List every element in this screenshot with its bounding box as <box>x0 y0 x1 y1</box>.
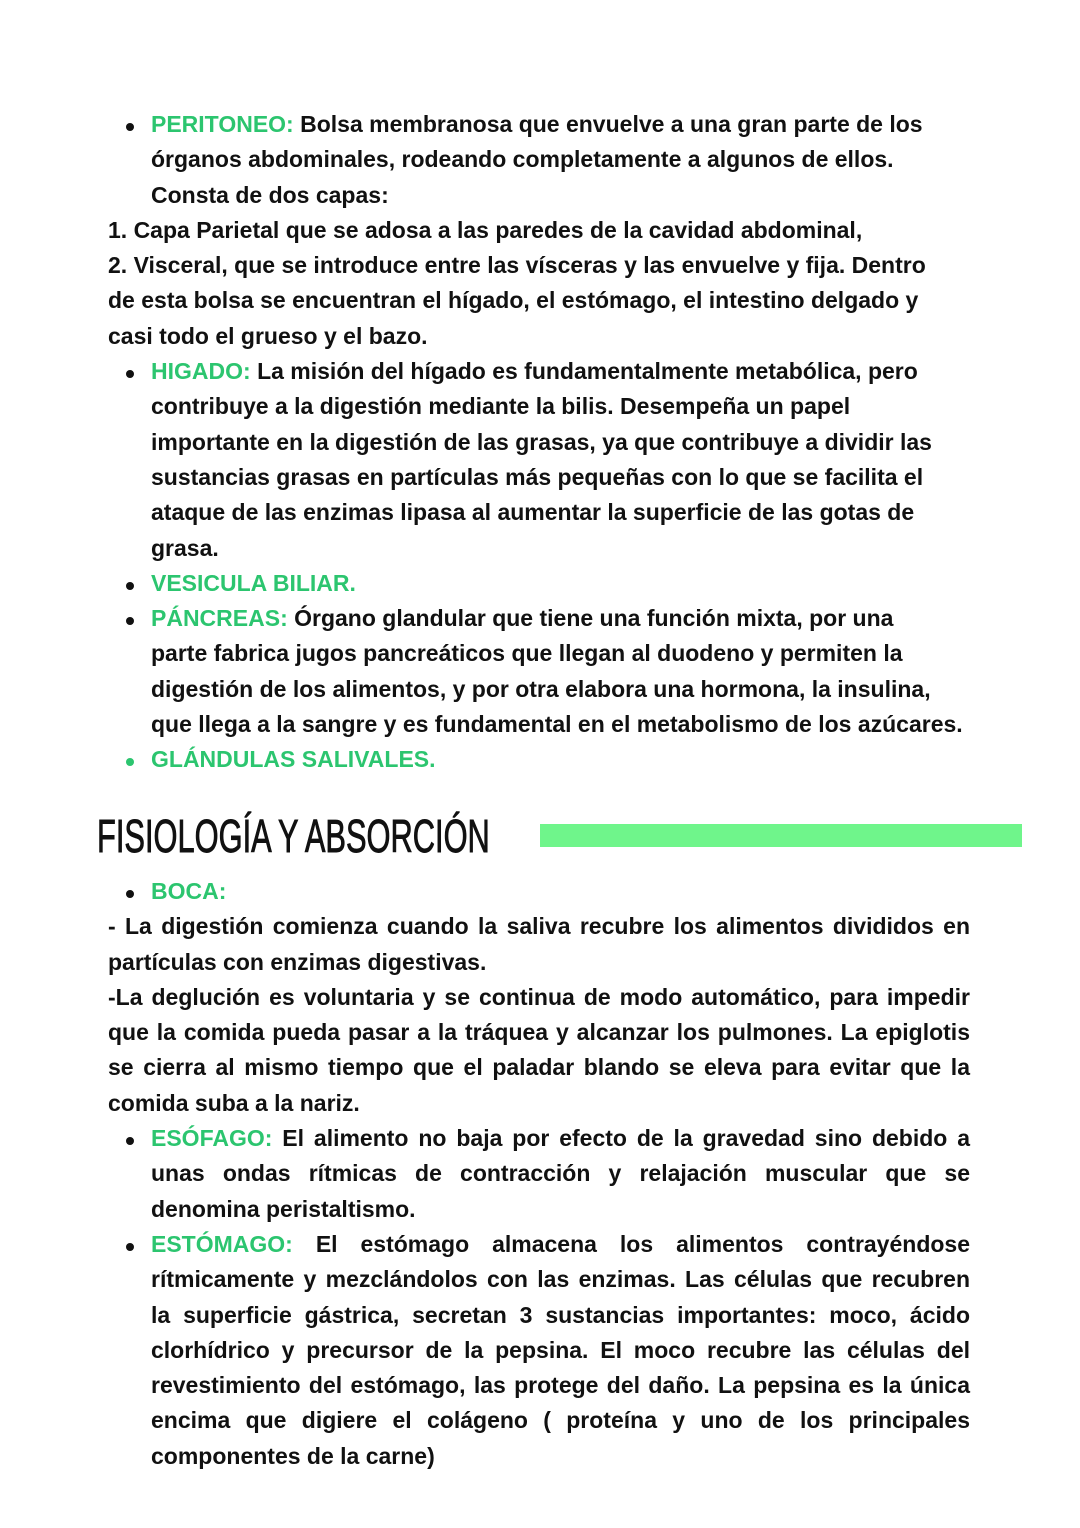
text-line: ataque de las enzimas lipasa al aumentar la superficie de las gotas de <box>151 499 915 526</box>
text-line: 2. Visceral, que se introduce entre las vísceras y las envuelve y fija. Dentro <box>108 252 926 279</box>
text-line: componentes de la carne) <box>151 1442 435 1469</box>
text-line: sustancias grasas en partículas más pequeñas con lo que se facilita el <box>151 463 924 490</box>
list-item-esofago <box>0 1121 1080 1227</box>
list-item-peritoneo <box>0 107 1080 354</box>
anatomy-list <box>0 107 1080 778</box>
list-item-estomago <box>0 1227 1080 1474</box>
line-text: Órgano glandular que tiene una función mixta, por una <box>294 605 894 632</box>
line-text: El alimento no baja por efecto de la gravedad sino debido a <box>282 1125 970 1152</box>
list-item-higado <box>0 354 1080 566</box>
term-label: HIGADO: <box>151 358 251 385</box>
term-label: ESÓFAGO: <box>151 1125 273 1152</box>
text-line: revestimiento del estómago, las protege del daño. La pepsina es la única <box>151 1372 970 1399</box>
text-line: casi todo el grueso y el bazo. <box>108 322 428 349</box>
text-line: contribuye a la digestión mediante la bilis. Desempeña un papel <box>151 393 851 420</box>
list-item-vesicula <box>0 566 1080 601</box>
bullet-dot-icon <box>126 1243 134 1251</box>
term-label: PÁNCREAS: <box>151 605 288 632</box>
text-line <box>151 742 970 777</box>
bullet-dot-icon <box>126 582 134 590</box>
term-label: ESTÓMAGO: <box>151 1230 293 1257</box>
text-line: denomina peristaltismo. <box>151 1195 416 1222</box>
term-label: VESICULA BILIAR. <box>151 569 356 596</box>
bullet-dot-icon <box>126 758 134 766</box>
text-line: se cierra al mismo tiempo que el paladar blando se eleva para evitar que la <box>108 1054 970 1081</box>
text-line: de esta bolsa se encuentran el hígado, el estómago, el intestino delgado y <box>108 287 919 314</box>
text-line <box>151 1121 970 1156</box>
bullet-dot-icon <box>126 370 134 378</box>
list-item-pancreas <box>0 601 1080 742</box>
heading-accent-bar <box>540 824 1022 847</box>
text-line: partículas con enzimas digestivas. <box>108 948 487 975</box>
text-line: comida suba a la nariz. <box>108 1089 360 1116</box>
text-line: 1. Capa Parietal que se adosa a las paredes de la cavidad abdominal, <box>108 216 863 243</box>
physiology-list <box>0 874 1080 1474</box>
section-heading: FISIOLOGÍA Y ABSORCIÓN <box>97 810 490 862</box>
text-line: -La deglución es voluntaria y se continua de modo automático, para impedir <box>108 983 970 1010</box>
term-label: GLÁNDULAS SALIVALES. <box>151 746 436 773</box>
text-line: la superficie gástrica, secretan 3 sustancias importantes: moco, ácido <box>151 1301 970 1328</box>
text-line: clorhídrico y precursor de la pepsina. El moco recubre las células del <box>151 1336 970 1363</box>
bullet-dot-icon <box>126 617 134 625</box>
list-item-boca <box>0 874 1080 1121</box>
list-item-glandulas <box>0 742 1080 777</box>
text-line: grasa. <box>151 534 219 561</box>
text-line: órganos abdominales, rodeando completamente a algunos de ellos. <box>151 146 894 173</box>
text-line: encima que digiere el colágeno ( proteína y uno de los principales <box>151 1407 970 1434</box>
text-line: - La digestión comienza cuando la saliva recubre los alimentos divididos en <box>108 913 970 940</box>
line-text: El estómago almacena los alimentos contrayéndose <box>315 1230 970 1257</box>
line-text: Bolsa membranosa que envuelve a una gran parte de los <box>300 111 923 137</box>
bullet-dot-icon <box>126 123 134 131</box>
bullet-dot-icon <box>126 890 134 898</box>
text-line <box>151 107 970 142</box>
text-line: que llega a la sangre y es fundamental en el metabolismo de los azúcares. <box>151 711 963 738</box>
text-line: Consta de dos capas: <box>151 181 389 208</box>
term-label: PERITONEO: <box>151 111 294 137</box>
text-line: digestión de los alimentos, y por otra elabora una hormona, la insulina, <box>151 675 931 702</box>
term-label: BOCA: <box>151 878 227 904</box>
line-text: La misión del hígado es fundamentalmente metabólica, pero <box>257 358 918 385</box>
text-line <box>151 1227 970 1262</box>
text-line: que la comida pueda pasar a la tráquea y alcanzar los pulmones. La epiglotis <box>108 1019 970 1046</box>
text-line: rítmicamente y mezclándolos con las enzimas. Las células que recubren <box>151 1266 970 1293</box>
bullet-dot-icon <box>126 1137 134 1145</box>
text-line: importante en la digestión de las grasas, ya que contribuye a dividir las <box>151 428 932 455</box>
text-line <box>151 874 970 909</box>
text-line <box>151 601 970 636</box>
text-line <box>151 566 970 601</box>
text-line: parte fabrica jugos pancreáticos que llegan al duodeno y permiten la <box>151 640 903 667</box>
text-line <box>151 354 970 389</box>
text-line: unas ondas rítmicas de contracción y relajación muscular que se <box>151 1160 970 1187</box>
